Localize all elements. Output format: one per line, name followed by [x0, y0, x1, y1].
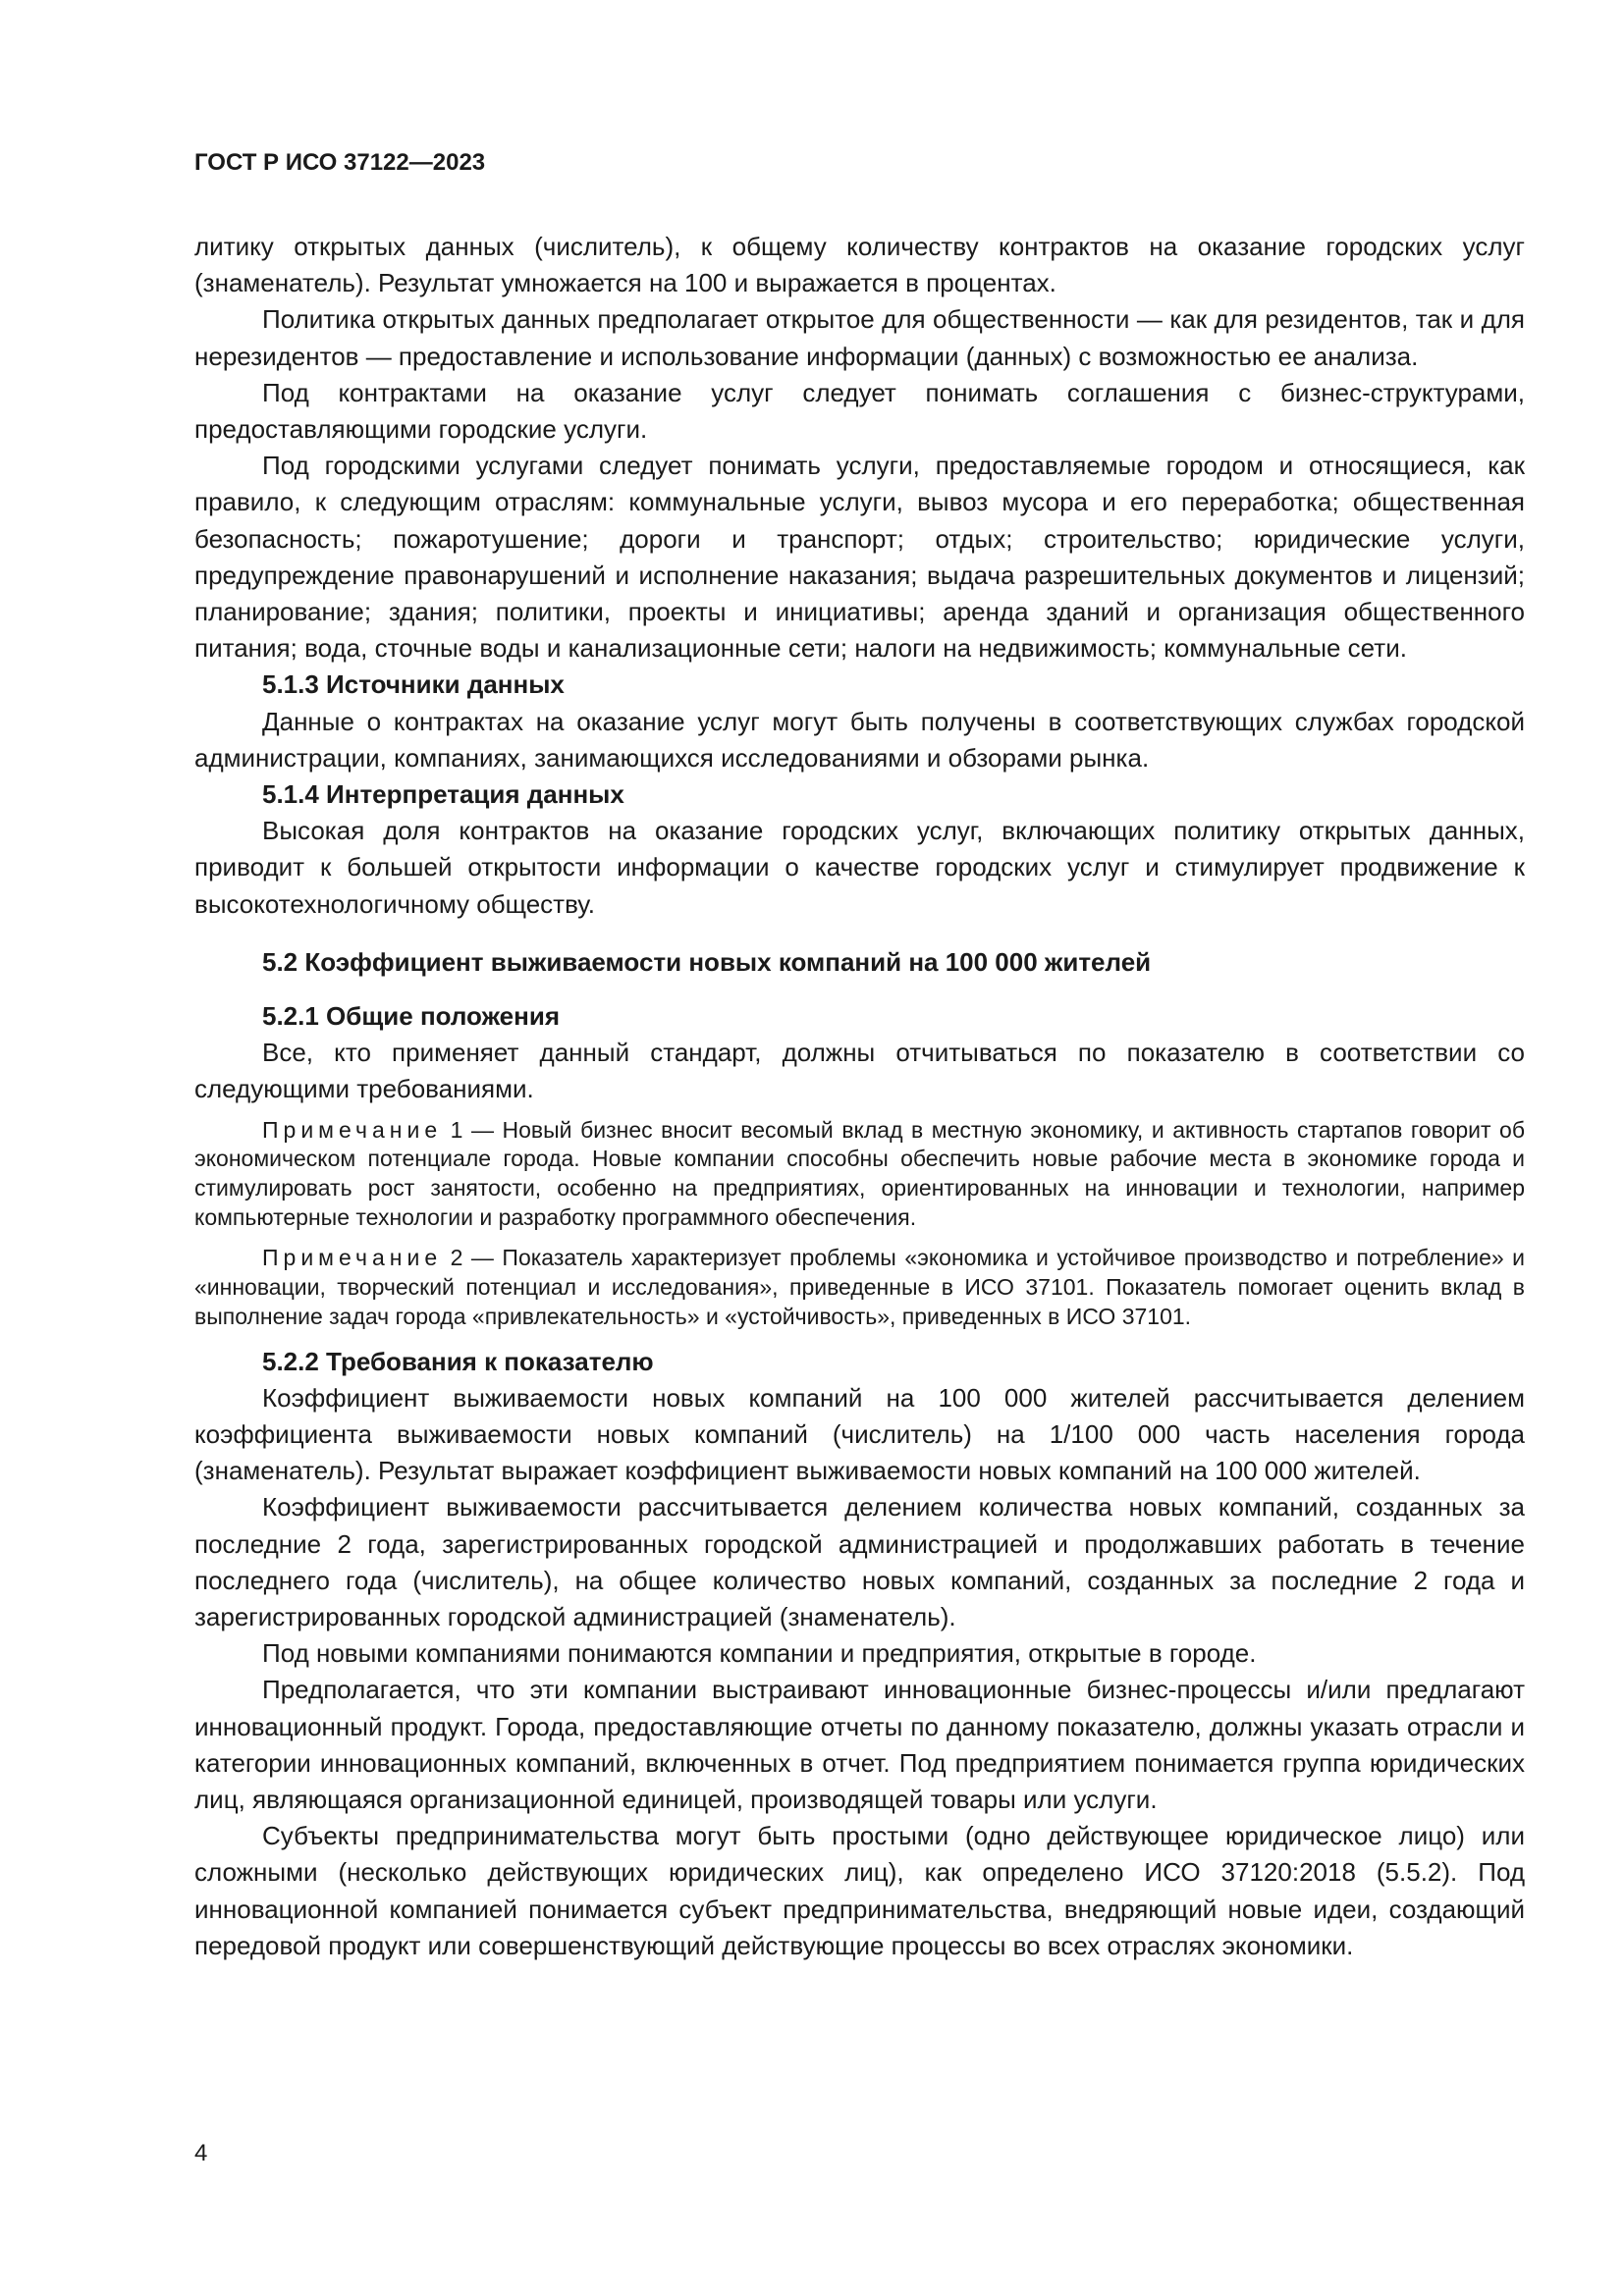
paragraph: Данные о контрактах на оказание услуг могут быть получены в соответствующих службах городской администрации, компаниях, занимающихся исследованиями и обзорами рынка. [194, 706, 1525, 773]
paragraph: Под новыми компаниями понимаются компании и предприятия, открытые в городе. [262, 1638, 1257, 1669]
paragraph: Политика открытых данных предполагает открытое для общественности — как для резидентов, так и для нерезидентов — предоставление и использование информации (данных) с возможностью ее анализа. [194, 304, 1525, 371]
section-heading-5-2-1: 5.2.1 Общие положения [262, 1001, 560, 1032]
paragraph: Под контрактами на оказание услуг следует понимать соглашения с бизнес-структурами, предоставляющими городские услуги. [194, 377, 1525, 445]
note-label: Примечание [262, 1116, 443, 1143]
note-1 [194, 1116, 1525, 1233]
document-header: ГОСТ Р ИСО 37122—2023 [194, 149, 486, 176]
paragraph: Под городскими услугами следует понимать услуги, предоставляемые городом и относящиеся, как правило, к следующим отраслям: коммунальные услуги, вывоз мусора и его переработка; общественная безопасность; пожаротушение; дороги и транспорт; отдых; строительство; юридические услуги, предупреждение правонарушений и исполнение наказания; выдача разрешительных документов и лицензий; планирование; здания; политики, проекты и инициативы; аренда зданий и организация общественного питания; вода, сточные воды и канализационные сети; налоги на недвижимость; коммунальные сети. [194, 451, 1525, 664]
section-heading-5-2-2: 5.2.2 Требования к показателю [262, 1346, 654, 1376]
section-heading-5-2: 5.2 Коэффициент выживаемости новых компаний на 100 000 жителей [262, 946, 1152, 977]
note-text: 2 — Показатель характеризует проблемы «экономика и устойчивое производство и потребление» и «инновации, творческий потенциал и исследования», приведенные в ИСО 37101. Показатель помогает оценить вклад в выполнение задач города «привлекательность» и «устойчивость», приведенных в ИСО 37101. [194, 1245, 1525, 1329]
paragraph: Субъекты предпринимательства могут быть простыми (одно действующее юридическое лицо) или сложными (несколько действующих юридических лиц), как определено ИСО 37120:2018 (5.5.2). Под инновационной компанией понимается субъект предпринимательства, внедряющий новые идеи, создающий передовой продукт или совершенствующий действующие процессы во всех отраслях экономики. [194, 1821, 1525, 1960]
paragraph: Высокая доля контрактов на оказание городских услуг, включающих политику открытых данных, приводит к большей открытости информации о качестве городских услуг и стимулирует продвижение к высокотехнологичному обществу. [194, 816, 1525, 919]
section-heading-5-1-3: 5.1.3 Источники данных [262, 669, 565, 700]
paragraph: Коэффициент выживаемости рассчитывается делением количества новых компаний, созданных за последние 2 года, зарегистрированных городской администрацией и продолжавших работать в течение последнего года (числитель), на общее количество новых компаний, созданных за последние 2 года и зарегистрированных городской администрацией (знаменатель). [194, 1492, 1525, 1632]
page-number: 4 [194, 2140, 208, 2166]
note-2 [194, 1244, 1525, 1331]
paragraph: Предполагается, что эти компании выстраивают инновационные бизнес-процессы и/или предлагают инновационный продукт. Города, предоставляющие отчеты по данному показателю, должны указать отрасли и категории инновационных компаний, включенных в отчет. Под предприятием понимается группа юридических лиц, являющаяся организационной единицей, производящей товары или услуги. [194, 1675, 1525, 1815]
paragraph: Коэффициент выживаемости новых компаний на 100 000 жителей рассчитывается делением коэффициента выживаемости новых компаний (числитель) на 1/100 000 часть населения города (знаменатель). Результат выражает коэффициент выживаемости новых компаний на 100 000 жителей. [194, 1382, 1525, 1486]
paragraph: Все, кто применяет данный стандарт, должны отчитываться по показателю в соответствии со следующими требованиями. [194, 1038, 1525, 1104]
section-heading-5-1-4: 5.1.4 Интерпретация данных [262, 779, 624, 810]
document-body [194, 229, 1525, 1964]
document-page [194, 147, 1525, 1964]
note-text: 1 — Новый бизнес вносит весомый вклад в местную экономику, и активность стартапов говорит об экономическом потенциале города. Новые компании способны обеспечить новые рабочие места в экономике города и стимулировать рост занятости, особенно на предприятиях, ориентированных на инновации и технологии, например компьютерные технологии и разработку программного обеспечения. [194, 1116, 1525, 1230]
paragraph: литику открытых данных (числитель), к общему количеству контрактов на оказание городских услуг (знаменатель). Результат умножается на 100 и выражается в процентах. [194, 232, 1525, 298]
note-label: Примечание [262, 1245, 443, 1271]
